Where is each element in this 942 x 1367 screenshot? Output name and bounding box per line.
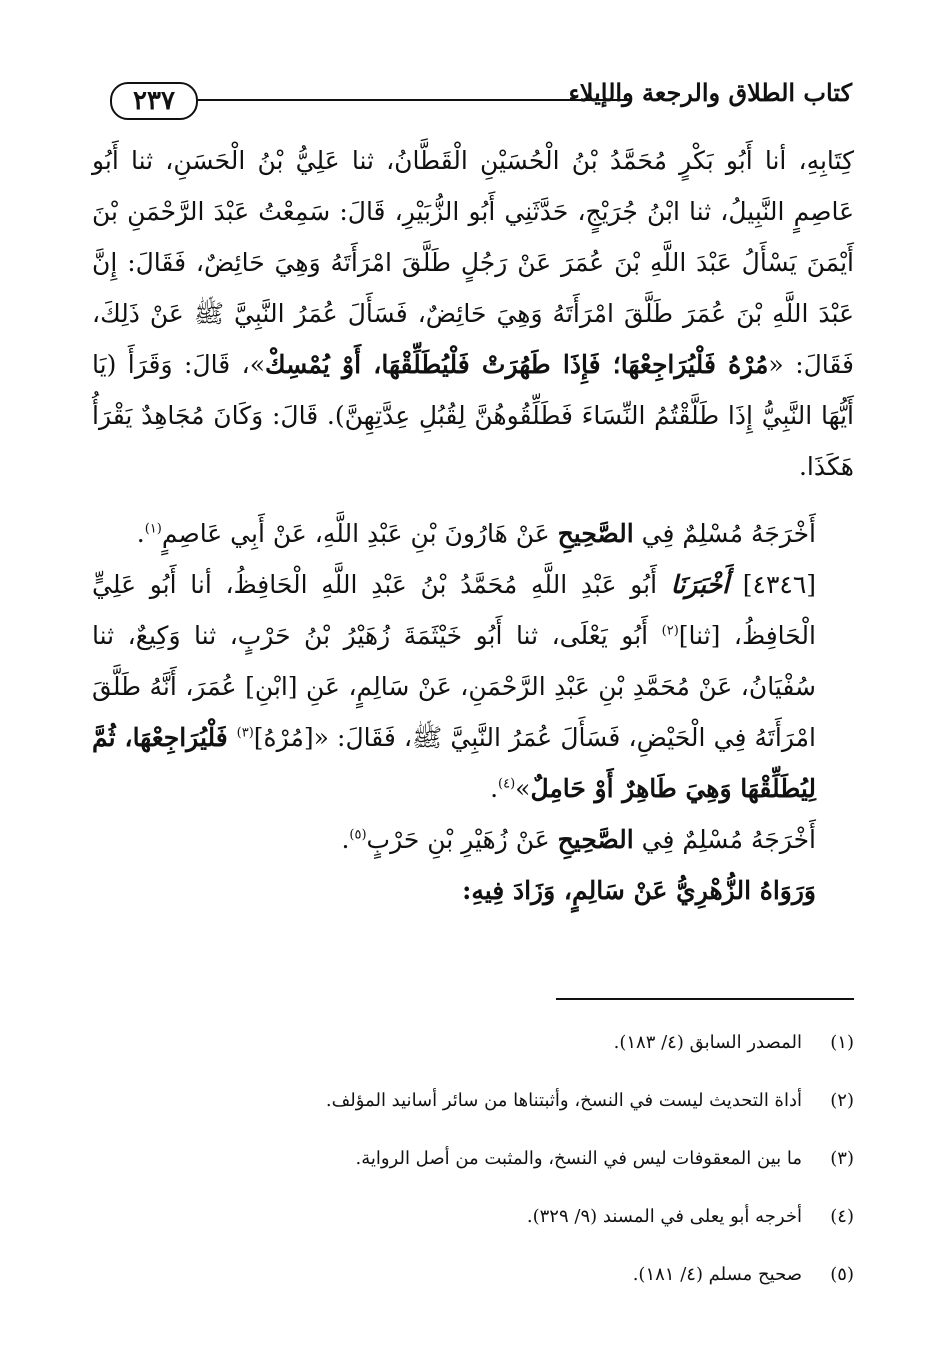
paragraph-takhrij-1 — [92, 508, 854, 559]
para2-text-a: أَخْرَجَهُ مُسْلِمٌ فِي — [633, 519, 816, 548]
footnote-text: ما بين المعقوفات ليس في النسخ، والمثبت من أصل الرواية. — [355, 1148, 802, 1169]
paragraph-hadith-4346 — [92, 559, 854, 814]
para2-end: . — [136, 519, 145, 548]
footnotes — [92, 1032, 854, 1322]
footnote-ref-4[interactable]: (٤) — [498, 776, 516, 792]
footnote-number: (٤) — [830, 1206, 854, 1227]
akhbarana-label: أَخْبَرَنَا — [670, 570, 730, 599]
hadith-number: [٤٣٤٦] — [729, 570, 817, 599]
page-number-badge — [110, 82, 198, 120]
footnote-text: صحيح مسلم (٤/ ١٨١). — [632, 1264, 802, 1285]
para3-end: . — [490, 774, 499, 803]
footnote-ref-3[interactable]: (٣) — [236, 725, 254, 741]
para3-text-a: أَبُو عَبْدِ اللَّهِ مُحَمَّدُ بْنُ عَبْدِ اللَّهِ الْحَافِظُ، أنا أَبُو عَلِيٍّ الْحَافِظُ، [ثنا] — [92, 570, 816, 650]
footnote-ref-2[interactable]: (٢) — [661, 623, 679, 639]
main-text — [92, 135, 854, 916]
para1-bold-text: مُرْهُ فَلْيُرَاجِعْهَا؛ فَإِذَا طَهُرَتْ فَلْيُطَلِّقْهَا، أَوْ يُمْسِكْ — [265, 350, 769, 379]
footnote-text: أداة التحديث ليست في النسخ، وأثبتناها من سائر أسانيد المؤلف. — [325, 1090, 802, 1111]
page-header — [92, 76, 852, 132]
footnote-text: المصدر السابق (٤/ ١٨٣). — [613, 1032, 802, 1053]
footnote-item — [92, 1032, 854, 1090]
page-number: ٢٣٧ — [133, 86, 175, 116]
para4-text-b: عَنْ زُهَيْرِ بْنِ حَرْبٍ — [366, 825, 558, 854]
footnote-item — [92, 1206, 854, 1264]
footnote-ref-5[interactable]: (٥) — [349, 827, 367, 843]
paragraph-takhrij-2 — [92, 814, 854, 865]
footnote-item — [92, 1148, 854, 1206]
footnote-text: أخرجه أبو يعلى في المسند (٩/ ٣٢٩). — [526, 1206, 802, 1227]
para4-end: . — [341, 825, 350, 854]
book-title: كتاب الطلاق والرجعة والإيلاء — [568, 78, 852, 107]
para2-bold: الصَّحِيحِ — [557, 519, 634, 548]
footnote-number: (٥) — [830, 1264, 854, 1285]
para3-bold: فَلْيُرَاجِعْهَا، ثُمَّ لِيُطَلِّقْهَا وَهِيَ طَاهِرٌ أَوْ حَامِلٌ — [92, 723, 816, 803]
para3-close: » — [515, 774, 531, 803]
footnote-number: (١) — [830, 1032, 854, 1053]
para3-text-b: أَبُو يَعْلَى، ثنا أَبُو خَيْثَمَةَ زُهَيْرُ بْنُ حَرْبٍ، ثنا وَكِيعٌ، ثنا سُفْيَانُ، عَنْ مُحَمَّدِ بْنِ عَبْدِ الرَّحْمَنِ، عَنْ سَالِمٍ، عَنِ [ابْنِ] عُمَرَ، أَنَّهُ طَلَّقَ امْرَأَتَهُ فِي الْحَيْضِ، فَسَأَلَ عُمَرُ النَّبِيَّ ﷺ، فَقَالَ: «[مُرْهُ] — [92, 621, 816, 752]
footnote-ref-1[interactable]: (١) — [144, 521, 162, 537]
para4-text-a: أَخْرَجَهُ مُسْلِمٌ فِي — [633, 825, 816, 854]
para1-end: »، قَالَ: وَقَرَأَ (يَا أَيُّهَا النَّبِيُّ إِذَا طَلَّقْتُمُ النِّسَاءَ فَطَلِّقُوهُنَّ لِقُبُلِ عِدَّتِهِنَّ). قَالَ: وَكَانَ مُجَاهِدٌ يَقْرَأُ هَكَذَا. — [92, 350, 854, 481]
para2-text-b: عَنْ هَارُونَ بْنِ عَبْدِ اللَّهِ، عَنْ أَبِي عَاصِمٍ — [161, 519, 558, 548]
para4-bold: الصَّحِيحِ — [557, 825, 634, 854]
footnote-item — [92, 1090, 854, 1148]
footnote-number: (٢) — [830, 1090, 854, 1111]
footnote-separator — [556, 998, 854, 1000]
paragraph-zuhri: وَرَوَاهُ الزُّهْرِيُّ عَنْ سَالِمٍ، وَزَادَ فِيهِ: — [462, 876, 816, 905]
para1-text: كِتَابِهِ، أنا أَبُو بَكْرٍ مُحَمَّدُ بْنُ الْحُسَيْنِ الْقَطَّانُ، ثنا عَلِيُّ بْنُ الْحَسَنِ، ثنا أَبُو عَاصِمٍ النَّبِيلُ، ثنا ابْنُ جُرَيْجٍ، حَدَّثَنِي أَبُو الزُّبَيْرِ، قَالَ: سَمِعْتُ عَبْدَ الرَّحْمَنِ بْنَ أَيْمَنَ يَسْأَلُ عَبْدَ اللَّهِ بْنَ عُمَرَ عَنْ رَجُلٍ طَلَّقَ امْرَأَتَهُ وَهِيَ حَائِضٌ، فَقَالَ: إِنَّ عَبْدَ اللَّهِ بْنَ عُمَرَ طَلَّقَ امْرَأَتَهُ وَهِيَ حَائِضٌ، فَسَأَلَ عُمَرُ النَّبِيَّ ﷺ عَنْ ذَلِكَ، فَقَالَ: « — [92, 146, 854, 379]
header-rule — [198, 99, 628, 101]
footnote-item — [92, 1264, 854, 1322]
paragraph-hadith-continuation — [92, 135, 854, 492]
footnote-number: (٣) — [830, 1148, 854, 1169]
